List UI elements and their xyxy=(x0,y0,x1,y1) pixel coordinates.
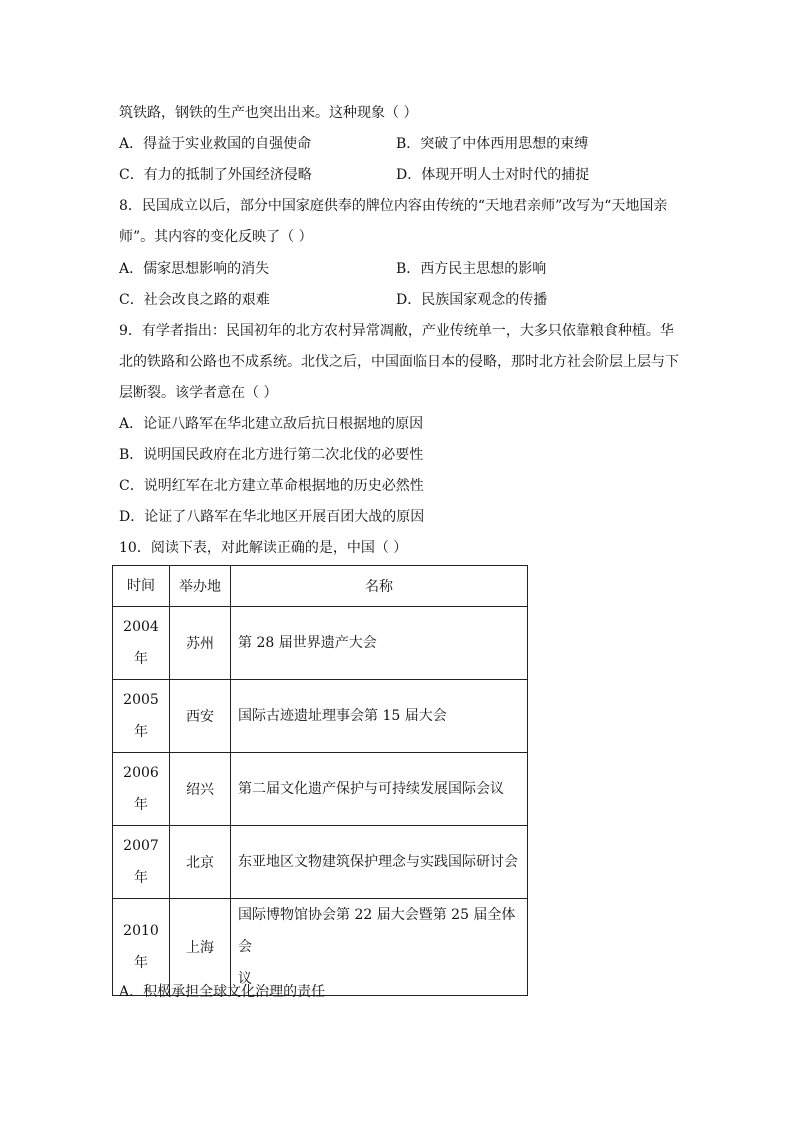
q7-option-c[interactable]: C．有力的抵制了外国经济侵略 xyxy=(119,167,312,183)
table-cell-place: 绍兴 xyxy=(170,753,231,826)
question-9-stem-line-3: 层断裂。该学者意在（ ） xyxy=(119,385,278,401)
q7-option-b[interactable]: B．突破了中体西用思想的束缚 xyxy=(396,136,589,152)
question-8-stem-line-2: 师”。其内容的变化反映了（ ） xyxy=(119,229,313,245)
q9-option-a[interactable]: A．论证八路军在华北建立敌后抗日根据地的原因 xyxy=(119,416,424,432)
q8-options-row-1 xyxy=(119,259,679,279)
table-row xyxy=(113,826,528,899)
table-cell-name: 国际古迹遗址理事会第 15 届大会 xyxy=(231,680,528,753)
q7-options-row-2 xyxy=(119,165,679,185)
q9-option-c[interactable]: C．说明红军在北方建立革命根据地的历史必然性 xyxy=(119,478,424,494)
table-cell-place: 西安 xyxy=(170,680,231,753)
q8-options-row-2 xyxy=(119,290,679,310)
table-row xyxy=(113,753,528,826)
question-10-stem: 10．阅读下表，对此解读正确的是，中国（ ） xyxy=(119,540,408,556)
table-cell-name: 国际博物馆协会第 22 届大会暨第 25 届全体会 议 xyxy=(231,899,528,996)
q8-option-a[interactable]: A．儒家思想影响的消失 xyxy=(119,261,270,277)
question-8-stem-line-1: 8．民国成立以后，部分中国家庭供奉的牌位内容由传统的“天地君亲师”改写为“天地国亲 xyxy=(119,198,668,214)
table-cell-place: 上海 xyxy=(170,899,231,996)
table-row xyxy=(113,899,528,996)
question-9-stem-line-1: 9．有学者指出：民国初年的北方农村异常凋敝，产业传统单一，大多只依靠粮食种植。华 xyxy=(119,323,674,339)
question-9-stem-line-2: 北的铁路和公路也不成系统。北伐之后，中国面临日本的侵略，那时北方社会阶层上层与下 xyxy=(119,354,679,370)
table-cell-time: 2004 年 xyxy=(113,607,170,680)
q7-option-a[interactable]: A．得益于实业救国的自强使命 xyxy=(119,136,312,152)
table-header-name: 名称 xyxy=(231,566,528,607)
q8-option-b[interactable]: B．西方民主思想的影响 xyxy=(396,261,547,277)
table-cell-name: 东亚地区文物建筑保护理念与实践国际研讨会 xyxy=(231,826,528,899)
table-cell-name: 第 28 届世界遗产大会 xyxy=(231,607,528,680)
q9-option-b[interactable]: B．说明国民政府在北方进行第二次北伐的必要性 xyxy=(119,447,424,463)
q7-options-row-1 xyxy=(119,134,679,154)
question-7-stem: 筑铁路，钢铁的生产也突出出来。这种现象（ ） xyxy=(119,105,418,121)
q10-option-a[interactable]: A．积极承担全球文化治理的责任 xyxy=(119,984,326,1000)
table-cell-name: 第二届文化遗产保护与可持续发展国际会议 xyxy=(231,753,528,826)
q9-option-d[interactable]: D．论证了八路军在华北地区开展百团大战的原因 xyxy=(119,509,425,525)
q8-option-c[interactable]: C．社会改良之路的艰难 xyxy=(119,292,270,308)
table-row xyxy=(113,680,528,753)
table-cell-time: 2005 年 xyxy=(113,680,170,753)
events-table xyxy=(112,565,528,996)
q8-option-d[interactable]: D．民族国家观念的传播 xyxy=(396,292,548,308)
q7-option-d[interactable]: D．体现开明人士对时代的捕捉 xyxy=(396,167,590,183)
table-cell-time: 2006 年 xyxy=(113,753,170,826)
table-header-time: 时间 xyxy=(113,566,170,607)
table-row xyxy=(113,607,528,680)
table-cell-time: 2010 年 xyxy=(113,899,170,996)
table-cell-place: 北京 xyxy=(170,826,231,899)
table-cell-place: 苏州 xyxy=(170,607,231,680)
table-header-place: 举办地 xyxy=(170,566,231,607)
table-cell-time: 2007 年 xyxy=(113,826,170,899)
table-header-row xyxy=(113,566,528,607)
